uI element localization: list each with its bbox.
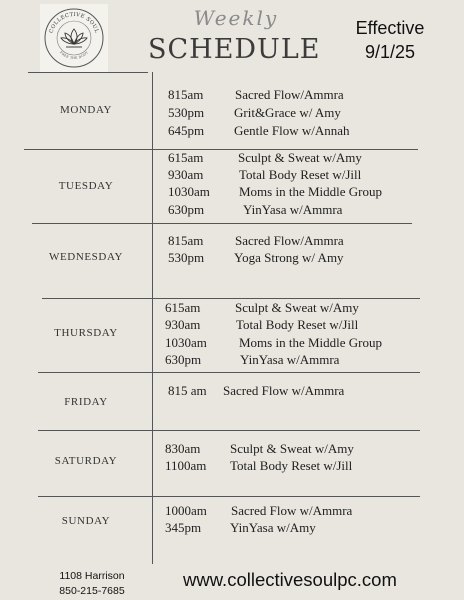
class-time: 630pm (165, 352, 202, 367)
class-time: 615am (168, 150, 204, 165)
logo-text-top: COLLECTIVE SOUL (48, 11, 100, 34)
class-name: YinYasa w/Ammra (240, 352, 340, 367)
class-name: Sacred Flow w/Ammra (223, 383, 345, 398)
day-label-monday: MONDAY (59, 104, 113, 116)
footer-address-block (48, 569, 136, 599)
day-label-friday: FRIDAY (64, 396, 108, 408)
class-name: Sculpt & Sweat w/Amy (230, 441, 354, 456)
lotus-logo-icon (42, 6, 106, 70)
class-name: Grit&Grace w/ Amy (234, 105, 341, 120)
row-divider (32, 223, 412, 224)
day-label-tuesday: TUESDAY (58, 180, 114, 192)
class-time: 615am (165, 300, 201, 315)
class-name: Moms in the Middle Group (239, 184, 382, 199)
row-divider (42, 298, 420, 299)
class-time: 630pm (168, 202, 205, 217)
footer-phone: 850-215-7685 (59, 585, 125, 597)
day-label-sunday: SUNDAY (61, 515, 111, 527)
day-label-wednesday: WEDNESDAY (48, 251, 124, 263)
page-title: SCHEDULE (148, 34, 321, 65)
class-name: Total Body Reset w/Jill (239, 167, 362, 182)
class-name: Yoga Strong w/ Amy (234, 250, 344, 265)
day-label-saturday: SATURDAY (54, 455, 118, 467)
class-time: 530pm (168, 105, 205, 120)
class-time: 815 am (168, 383, 207, 398)
class-name: Total Body Reset w/Jill (230, 458, 353, 473)
class-time: 645pm (168, 123, 205, 138)
effective-date: 9/1/25 (364, 42, 416, 62)
class-time: 815am (168, 87, 204, 102)
footer-address: 1108 Harrison (59, 570, 125, 582)
class-name: YinYasa w/Amy (230, 520, 316, 535)
class-time: 1030am (165, 335, 207, 350)
class-name: Gentle Flow w/Annah (234, 123, 350, 138)
logo-text-bottom: FREE THE BODY (58, 50, 90, 61)
class-name: Sacred Flow w/Ammra (231, 503, 353, 518)
row-divider (28, 72, 148, 73)
class-time: 530pm (168, 250, 205, 265)
day-label-thursday: THURSDAY (54, 327, 118, 339)
class-time: 830am (165, 441, 201, 456)
effective-date-block (340, 16, 440, 64)
class-time: 815am (168, 233, 204, 248)
brand-logo (40, 4, 108, 72)
class-time: 930am (165, 317, 201, 332)
class-name: Sculpt & Sweat w/Amy (238, 150, 362, 165)
column-divider (152, 72, 153, 564)
row-divider (38, 430, 420, 431)
class-name: Moms in the Middle Group (239, 335, 382, 350)
class-name: YinYasa w/Ammra (243, 202, 343, 217)
class-time: 1000am (165, 503, 207, 518)
class-name: Sacred Flow/Ammra (235, 233, 344, 248)
class-time: 1100am (165, 458, 207, 473)
footer-website: www.collectivesoulpc.com (183, 569, 397, 590)
class-time: 345pm (165, 520, 202, 535)
row-divider (38, 496, 420, 497)
header-script-title: Weekly (193, 6, 279, 30)
class-time: 1030am (168, 184, 210, 199)
class-time: 930am (168, 167, 204, 182)
class-name: Sacred Flow/Ammra (235, 87, 344, 102)
effective-label: Effective (355, 18, 425, 38)
class-name: Total Body Reset w/Jill (236, 317, 359, 332)
row-divider (38, 372, 420, 373)
class-name: Sculpt & Sweat w/Amy (235, 300, 359, 315)
